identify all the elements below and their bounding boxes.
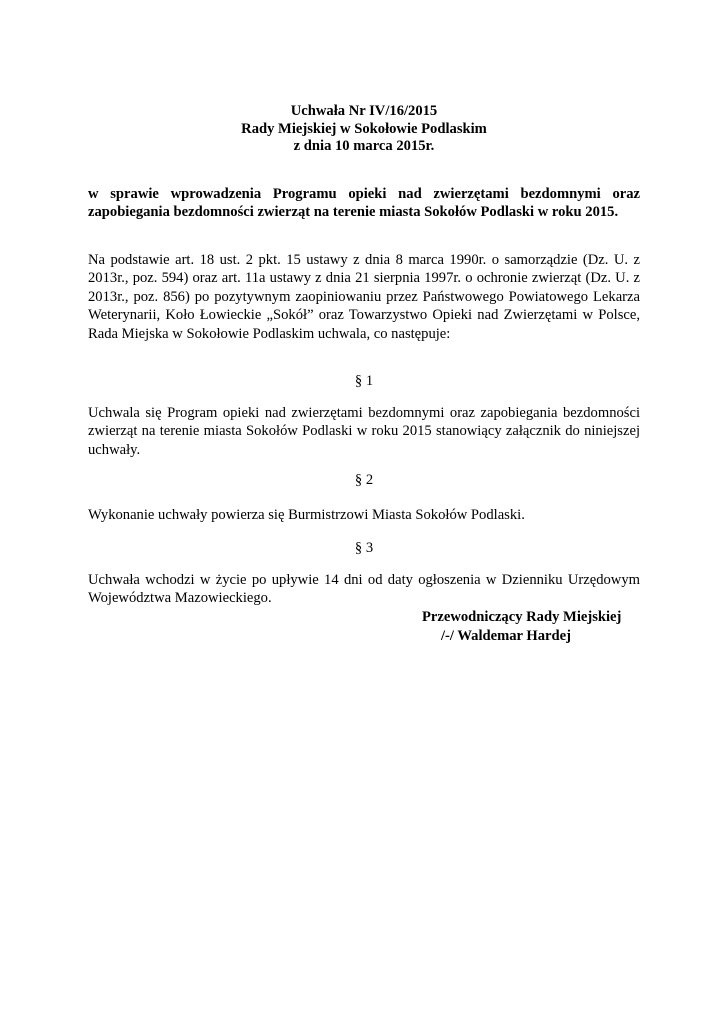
- document-page: [88, 0, 640, 1024]
- section-text-2: Wykonanie uchwały powierza się Burmistrzowi Miasta Sokołów Podlaski.: [88, 507, 525, 523]
- legal-basis-paragraph: Na podstawie art. 18 ust. 2 pkt. 15 ustawy z dnia 8 marca 1990r. o samorządzie (Dz. U. z 2013r., poz. 594) oraz art. 11a ustawy z dnia 21 sierpnia 1997r. o ochronie zwierząt (Dz. U. z 2013r., poz. 856) po pozytywnym zaopiniowaniu przez Państwowego Powiatowego Lekarza Weterynarii, Koło Łowieckie „Sokół” oraz Towarzystwo Opieki nad Zwierzętami w Polsce, Rada Miejska w Sokołowie Podlaskim uchwala, co następuje:: [88, 252, 640, 342]
- resolution-date: z dnia 10 marca 2015r.: [293, 138, 435, 154]
- section-mark-2: § 2: [354, 472, 374, 488]
- signature-title: Przewodniczący Rady Miejskiej: [422, 609, 622, 625]
- resolution-subject: w sprawie wprowadzenia Programu opieki nad zwierzętami bezdomnymi oraz zapobiegania bezdomności zwierząt na terenie miasta Sokołów Podlaski w roku 2015.: [88, 186, 640, 220]
- resolution-number: Uchwała Nr IV/16/2015: [290, 103, 438, 119]
- section-mark-1: § 1: [354, 373, 374, 389]
- section-mark-3: § 3: [354, 540, 374, 556]
- resolution-header: [88, 103, 640, 156]
- section-text-3: Uchwała wchodzi w życie po upływie 14 dni od daty ogłoszenia w Dzienniku Urzędowym Województwa Mazowieckiego.: [88, 572, 640, 607]
- section-text-1: Uchwala się Program opieki nad zwierzętami bezdomnymi oraz zapobiegania bezdomności zwierząt na terenie miasta Sokołów Podlaski w roku 2015 stanowiący załącznik do niniejszej uchwały.: [88, 405, 640, 458]
- signature-name: /-/ Waldemar Hardej: [441, 628, 571, 644]
- resolution-council: Rady Miejskiej w Sokołowie Podlaskim: [241, 120, 487, 137]
